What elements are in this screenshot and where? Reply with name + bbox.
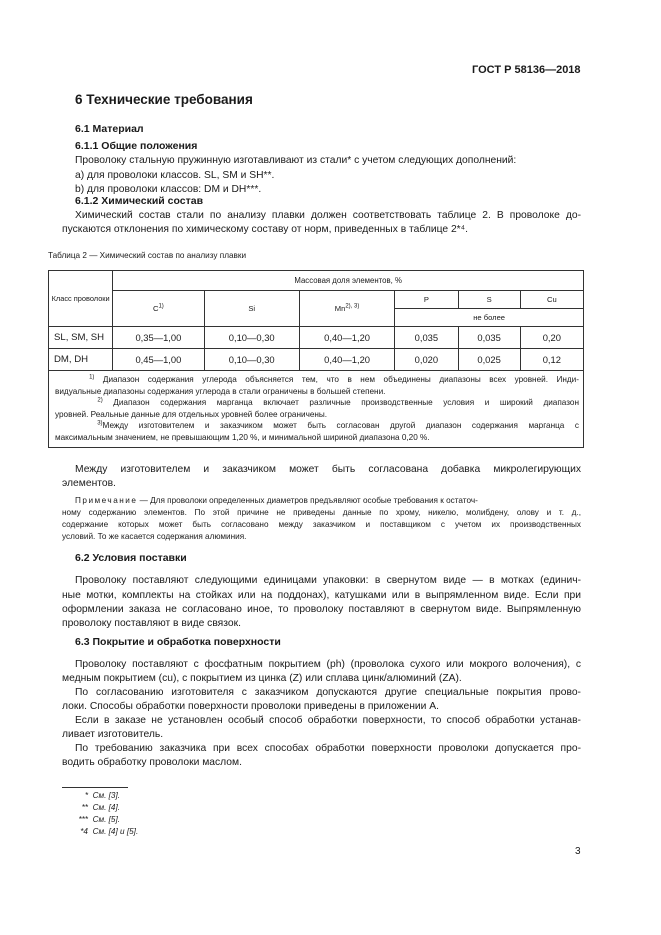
row-cu: 0,20: [520, 327, 583, 349]
note-2-line-2: уровней. Реальные данные для отдельных уровней более ограничены.: [55, 409, 328, 419]
col-mn-sup: 2), 3): [345, 303, 360, 310]
s63-line-1: Проволоку поставляют с фосфатным покрытием (ph) (проволока сухого или мокрого волочения), с: [75, 659, 581, 670]
s63-line-4: локи. Способы обработки поверхности проволоки приведены в приложении А.: [62, 701, 440, 712]
table-row: [49, 349, 584, 371]
s63-line-7: По требованию заказчика при всех способах обработки поверхности проволоки допускается про-: [75, 743, 581, 754]
section-6-2-title: 6.2 Условия поставки: [75, 552, 187, 564]
not-more-text: не более: [473, 313, 506, 322]
s611-line-3: b) для проволоки классов: DM и DH***.: [75, 184, 262, 195]
note-3-sup: 3): [97, 420, 103, 427]
note-line-4: условий. То же касается содержания алюминия.: [62, 532, 247, 541]
footnote-3-mark: ***: [78, 815, 88, 824]
col-p-text: P: [423, 295, 429, 304]
note-1-line-1: [55, 374, 579, 386]
section-6-1-1-title: 6.1.1 Общие положения: [75, 140, 198, 152]
note-3-text: Между изготовителем и заказчиком может быть согласован другой диапазон содержания марганца с: [102, 421, 579, 431]
note-3-line-2: максимальным значением, не превышающим 1,20 %, и минимальной шириной диапазона 0,20 %.: [55, 432, 430, 442]
mass-header-cell: [113, 271, 584, 291]
s63-line-8: водить обработку проволоки маслом.: [62, 757, 242, 768]
row-mn: 0,40—1,20: [299, 349, 394, 371]
not-more-header: [395, 309, 584, 327]
row-c: 0,45—1,00: [113, 349, 204, 371]
microalloy-line-2: элементов.: [62, 478, 116, 489]
note-2-sup: 2): [97, 397, 103, 404]
col-c-header: [113, 291, 204, 327]
note-1-text: Диапазон содержания углерода объясняется тем, что в нем объединены диапазоны всех уровней. Инди-: [102, 375, 579, 384]
footnote-1-mark: *: [84, 791, 88, 800]
row-s: 0,025: [458, 349, 520, 371]
col-p-header: [395, 291, 458, 309]
microalloy-line-1: Между изготовителем и заказчиком может быть согласована добавка микролегирующих: [75, 464, 581, 475]
table-notes: [49, 371, 584, 448]
note-line-2: ному содержанию элементов. По этой причине не приведены данные по хрому, никелю, молибдену, олову и т. д.,: [62, 508, 581, 517]
col-c-sup: 1): [158, 303, 164, 310]
table-2-caption: Таблица 2 — Химический состав по анализу плавки: [48, 251, 247, 260]
row-p: 0,035: [395, 327, 458, 349]
s63-line-5: Если в заказе не установлен особый способ обработки поверхности, то способ обработки устанав-: [75, 715, 581, 726]
footnote-divider: [62, 787, 128, 788]
s611-line-2: a) для проволоки классов. SL, SM и SH**.: [75, 170, 275, 181]
s611-line-1: Проволоку стальную пружинную изготавливают из стали* с учетом следующих дополнений:: [75, 155, 517, 166]
note-line-1: [75, 495, 581, 507]
note-label: Примечание: [75, 496, 138, 505]
mass-header-text: Массовая доля элементов, %: [294, 276, 402, 285]
s62-line-4: проволоку поставляют в виде связок.: [62, 618, 241, 629]
col-cu-text: Cu: [546, 295, 557, 304]
table-row: [49, 327, 584, 349]
row-p: 0,020: [395, 349, 458, 371]
note-2-text: Диапазон содержания марганца включает различные производственные условия и широкий диапазон: [113, 398, 579, 408]
row-s: 0,035: [458, 327, 520, 349]
s612-line-1: Химический состав стали по анализу плавки должен соответствовать таблице 2. В проволоке до-: [75, 210, 581, 221]
row-class: SL, SM, SH: [49, 327, 113, 349]
document-id: ГОСТ Р 58136—2018: [472, 64, 581, 76]
note-line-3: содержание которых может быть согласовано между заказчиком и поставщиком с учетом их производственных: [62, 520, 581, 529]
col-si-text: Si: [248, 304, 256, 313]
footnote-2-text: См. [4].: [92, 803, 121, 812]
table-2-chemical-composition: [48, 270, 584, 448]
note-1-line-2: видуальные диапазоны содержания углерода в стали ограничены в большей степени.: [55, 386, 386, 396]
row-c: 0,35—1,00: [113, 327, 204, 349]
footnote-1-text: См. [3].: [92, 791, 121, 800]
footnote-3: [75, 815, 120, 824]
row-mn: 0,40—1,20: [299, 327, 394, 349]
footnote-4-mark: *4: [80, 827, 88, 836]
note-1-sup: 1): [89, 374, 95, 381]
row-class: DM, DH: [49, 349, 113, 371]
footnote-1: [75, 791, 120, 800]
note-3-line-1: [55, 420, 579, 432]
section-6-1-title: 6.1 Материал: [75, 123, 144, 135]
s62-line-2: ные мотки, комплекты на стойках или на поддонах), катушками или в выпрямленном виде. Если при: [62, 590, 581, 601]
col-s-header: [458, 291, 520, 309]
col-c-text: C: [152, 304, 159, 313]
page-number: 3: [575, 846, 581, 857]
footnote-2-mark: **: [81, 803, 88, 812]
class-header-text: Класс проволоки: [51, 293, 110, 303]
s63-line-6: ливает изготовитель.: [62, 729, 164, 740]
section-6-3-title: 6.3 Покрытие и обработка поверхности: [75, 636, 281, 648]
s63-line-3: По согласованию изготовителя с заказчиком допускаются другие специальные покрытия прово-: [75, 687, 581, 698]
s62-line-1: Проволоку поставляют следующими единицами упаковки: в свернутом виде — в мотках (единич-: [75, 575, 581, 586]
col-mn-text: Mn: [334, 304, 346, 313]
col-cu-header: [520, 291, 583, 309]
row-si: 0,10—0,30: [204, 349, 299, 371]
note-2-line-1: [55, 397, 579, 409]
row-cu: 0,12: [520, 349, 583, 371]
note-line-1-text: — Для проволоки определенных диаметров предъявляют особые требования к остаточ-: [137, 496, 478, 505]
s612-line-2: пускаются отклонения по химическому составу от норм, приведенных в таблице 2*⁴.: [62, 224, 468, 235]
col-si-header: [204, 291, 299, 327]
row-si: 0,10—0,30: [204, 327, 299, 349]
col-s-text: S: [486, 295, 492, 304]
col-mn-header: [299, 291, 394, 327]
section-6-1-2-title: 6.1.2 Химический состав: [75, 195, 204, 207]
footnote-4-text: См. [4] и [5].: [92, 827, 139, 836]
footnote-4: [75, 827, 138, 836]
s63-line-2: медным покрытием (cu), с покрытием из цинка (Z) или сплава цинк/алюминий (ZA).: [62, 673, 462, 684]
footnote-3-text: См. [5].: [92, 815, 121, 824]
s62-line-3: оформлении заказа не согласовано иное, то проволоку поставляют в свернутом виде. Выпрямленную: [62, 604, 581, 615]
section-6-title: 6 Технические требования: [75, 92, 253, 107]
class-header-cell: [49, 271, 113, 327]
table-notes-row: [49, 371, 584, 448]
footnote-2: [75, 803, 120, 812]
